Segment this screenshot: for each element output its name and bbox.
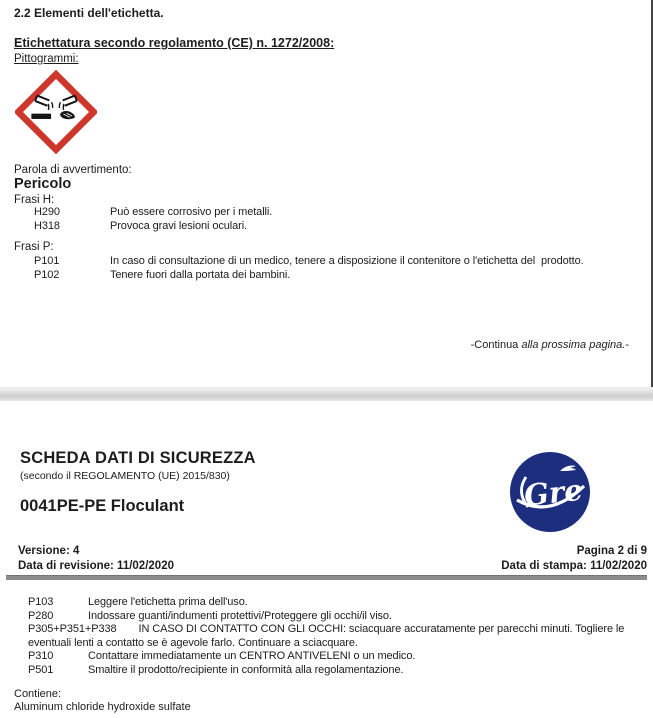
version-line: Versione: 4 bbox=[18, 545, 80, 557]
h-phrases-label: Frasi H: bbox=[14, 194, 55, 206]
product-name: 0041PE-PE Floculant bbox=[20, 497, 185, 515]
continued-suffix: - bbox=[625, 339, 629, 351]
p-phrase-code: P102 bbox=[34, 268, 60, 281]
h-phrase-code: H318 bbox=[34, 219, 60, 232]
p-phrase-code: P501 bbox=[28, 663, 54, 676]
p-phrase-code: P101 bbox=[34, 255, 60, 267]
continued-prefix: -Continua bbox=[470, 339, 522, 351]
gre-logo-icon bbox=[508, 450, 592, 534]
p-phrase-text: In caso di consultazione di un medico, tenere a disposizione il contenitore o l'etichetta del prodotto. bbox=[110, 255, 584, 267]
p-phrase-row bbox=[28, 650, 647, 664]
h-phrase-row bbox=[34, 206, 634, 220]
h-phrase-text: Può essere corrosivo per i metalli. bbox=[110, 206, 273, 218]
p-phrase-row-combined bbox=[28, 623, 647, 650]
header-divider-rule bbox=[6, 575, 647, 580]
version-block bbox=[18, 544, 174, 573]
h-phrase-row bbox=[34, 220, 634, 234]
p-phrase-row bbox=[28, 596, 647, 610]
p-phrase-code: P305+P351+P338 bbox=[28, 623, 117, 635]
p-phrase-code: P103 bbox=[28, 596, 54, 608]
p-phrase-row bbox=[28, 610, 647, 624]
p-phrase-text: Contattare immediatamente un CENTRO ANTIVELENI o un medico. bbox=[88, 650, 416, 662]
section-2-2-heading: 2.2 Elementi dell'etichetta. bbox=[14, 6, 164, 20]
signal-word-label: Parola di avvertimento: bbox=[14, 164, 132, 176]
p-phrase-row bbox=[28, 664, 647, 678]
document-subtitle: (secondo il REGOLAMENTO (UE) 2015/830) bbox=[20, 470, 230, 482]
p-phrase-text: Leggere l'etichetta prima dell'uso. bbox=[88, 596, 248, 608]
continued-next-page-note bbox=[458, 327, 629, 363]
p-phrase-text: Indossare guanti/indumenti protettivi/Proteggere gli occhi/il viso. bbox=[88, 609, 392, 622]
page-info-block bbox=[501, 544, 647, 573]
h-phrase-text: Provoca gravi lesioni oculari. bbox=[110, 219, 248, 232]
contains-label: Contiene: bbox=[14, 688, 62, 700]
p-phrase-text: IN CASO DI CONTATTO CON GLI OCCHI: sciacquare accuratamente per parecchi minuti. Togliere le eventuali lenti a contatto se è agevole farlo. Continuare a sciacquare. bbox=[28, 623, 625, 649]
continued-italic: alla prossima pagina. bbox=[521, 339, 626, 351]
p-phrases-list-page2 bbox=[28, 596, 647, 677]
h-phrases-list bbox=[34, 206, 634, 233]
p-phrase-text: Tenere fuori dalla portata dei bambini. bbox=[110, 268, 291, 281]
h-phrase-code: H290 bbox=[34, 206, 60, 218]
revision-date-line: Data di revisione: 11/02/2020 bbox=[18, 559, 174, 572]
p-phrase-row bbox=[34, 255, 649, 269]
page-number-line: Pagina 2 di 9 bbox=[576, 545, 647, 557]
pictograms-label: Pittogrammi: bbox=[14, 53, 79, 65]
signal-word: Pericolo bbox=[14, 176, 72, 192]
p-phrase-text: Smaltire il prodotto/recipiente in conformità alla regolamentazione. bbox=[88, 663, 404, 676]
p-phrase-code: P310 bbox=[28, 650, 54, 662]
ghs05-corrosion-icon bbox=[15, 70, 97, 154]
document-title: SCHEDA DATI DI SICUREZZA bbox=[20, 449, 256, 467]
page-separator-band bbox=[0, 387, 653, 401]
p-phrases-list-page1 bbox=[34, 255, 649, 282]
p-phrases-label: Frasi P: bbox=[14, 241, 54, 253]
print-date-line: Data di stampa: 11/02/2020 bbox=[501, 559, 647, 572]
logo-text: Gre bbox=[522, 472, 585, 513]
p-phrase-code: P280 bbox=[28, 609, 54, 622]
contains-substance: Aluminum chloride hydroxide sulfate bbox=[14, 701, 191, 713]
p-phrase-row bbox=[34, 269, 649, 283]
labeling-regulation-heading: Etichettatura secondo regolamento (CE) n. 1272/2008: bbox=[14, 36, 335, 50]
